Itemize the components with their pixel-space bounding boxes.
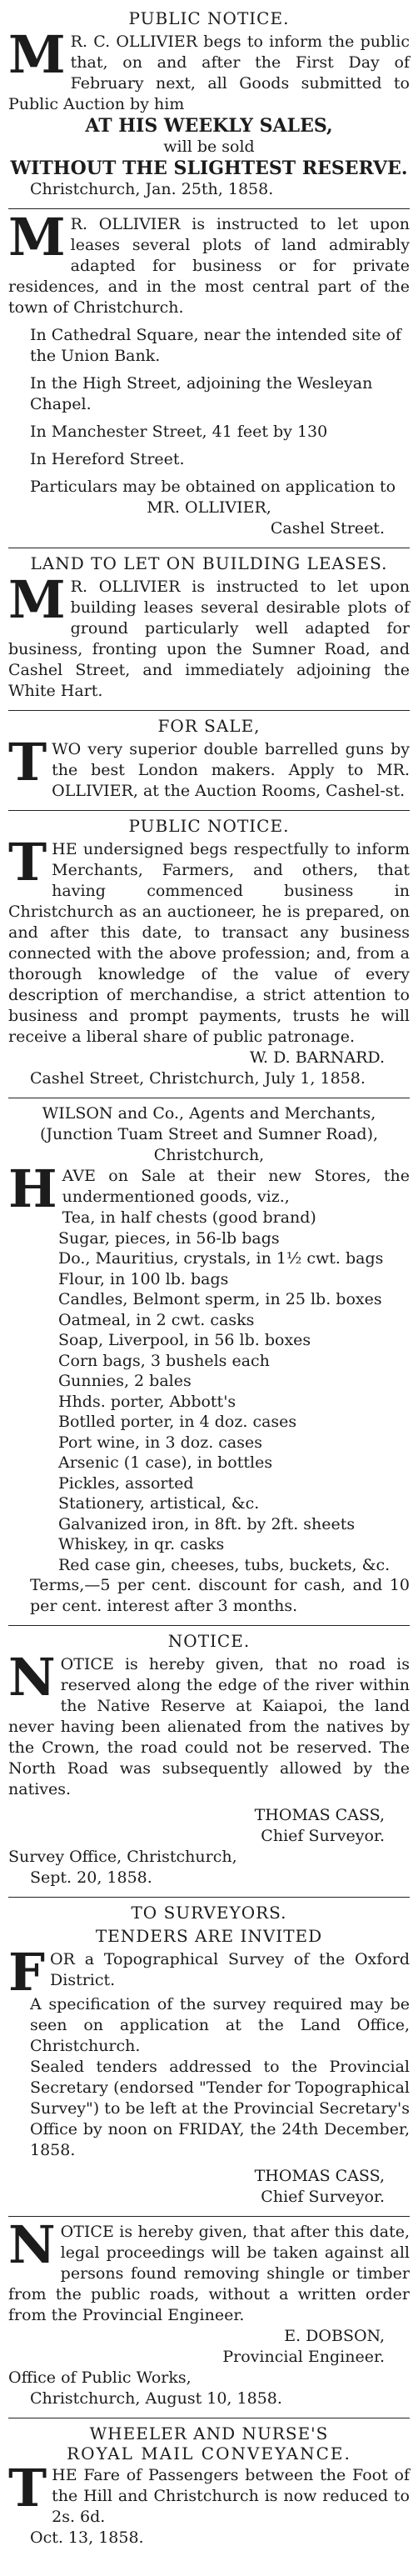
ad-public-notice-barnard — [8, 816, 410, 1089]
ad-name: MR. OLLIVIER, — [147, 498, 271, 517]
ad-public-notice-ollivier — [8, 8, 410, 200]
ad-to-surveyors — [8, 1903, 410, 2208]
ad-for-sale — [8, 716, 410, 802]
ad-paragraph: A specification of the survey required may be seen on application at the Land Office, Christchurch. — [30, 1995, 410, 2055]
ad-body: NOTICE is hereby given, that after this date, legal proceedings will be taken against all persons found removing shingle or timber from the public roads, without a written order from the Provincial Engineer. — [8, 2214, 410, 2324]
lease-item: In the High Street, adjoining the Wesleyan Chapel. — [30, 374, 373, 413]
list-item: Gunnies, 2 bales — [58, 1372, 192, 1390]
ad-date: Sept. 20, 1858. — [30, 1868, 152, 1887]
ad-body: THE undersigned begs respectfully to inform Merchants, Farmers, and others, that having commenced business in Christchurch as an auctioneer, he is prepared, on and after this date, to transact any business connected with the above profession; and, from a thorough knowledge of the value of every description of merchandise, a strict attention to business and prompt payments, trusts he will receive a liberal share of public patronage. — [8, 832, 410, 1046]
list-item: Botlled porter, in 4 doz. cases — [58, 1413, 297, 1431]
drop-cap: F — [8, 1942, 46, 2003]
ad-office: Office of Public Works, — [8, 2368, 192, 2387]
ad-intro: WILSON and Co., Agents and Merchants, (Junction Tuam Street and Sumner Road), Christchurch, — [39, 1104, 379, 1164]
ad-body: M R. C. OLLIVIER begs to inform the public that, on and after the First Day of February next, all Goods submitted to Public Auction by him — [8, 24, 410, 113]
list-item: Stationery, artistical, &c. — [58, 1494, 260, 1513]
ad-wilson-and-co — [8, 1103, 410, 1617]
ad-body: THE Fare of Passengers between the Foot of the Hill and Christchurch is now reduced to 2s. 6d. — [8, 2458, 410, 2526]
ad-heading: PUBLIC NOTICE. — [128, 8, 290, 28]
ad-dateline: Christchurch, Jan. 25th, 1858. — [30, 180, 274, 198]
drop-cap: T — [8, 832, 47, 893]
drop-cap: M — [8, 24, 66, 85]
ad-terms: Terms,—5 per cent. discount for cash, and 10 per cent. interest after 3 months. — [30, 1576, 410, 1615]
ad-body: M R. OLLIVIER is instructed to let upon building leases several desirable plots of ground particularly well adapted for business, fronting upon the Sumner Road, and Cashel Street, and immediately adjoining the White Hart. — [8, 569, 410, 700]
ad-title: Chief Surveyor. — [261, 1827, 385, 1845]
ad-name: THOMAS CASS, — [254, 2167, 385, 2185]
divider — [8, 208, 410, 209]
list-item: Oatmeal, in 2 cwt. casks — [58, 1310, 255, 1329]
list-item: Whiskey, in qr. casks — [58, 1535, 225, 1553]
ad-body: TWO very superior double barrelled guns by the best London makers. Apply to MR. OLLIVIER, at the Auction Rooms, Cashel-st. — [8, 732, 410, 800]
drop-cap: T — [8, 732, 47, 793]
ad-heading: NOTICE. — [167, 1631, 251, 1651]
ad-line: AT HIS WEEKLY SALES, — [85, 115, 333, 137]
list-item: Flour, in 100 lb. bags — [58, 1269, 229, 1288]
ad-body: M R. OLLIVIER is instructed to let upon leases several plots of land admirably adapted for business or for private residences, and in the most central part of the town of Christchurch. — [8, 207, 410, 317]
list-item: Red case gin, cheeses, tubs, buckets, &c. — [58, 1555, 391, 1574]
ad-public-works — [8, 2214, 410, 2409]
drop-cap: N — [8, 1647, 56, 1708]
ad-title: Chief Surveyor. — [261, 2188, 385, 2206]
ad-body: FOR a Topographical Survey of the Oxford District. — [8, 1942, 410, 2003]
ad-body: HAVE on Sale at their new Stores, the undermentioned goods, viz., — [8, 1158, 410, 1219]
lease-item: In Hereford Street. — [30, 450, 185, 468]
list-item: Soap, Liverpool, in 56 lb. boxes — [58, 1331, 311, 1349]
ad-office: Survey Office, Christchurch, — [8, 1848, 237, 1866]
ad-heading: PUBLIC NOTICE. — [128, 816, 290, 836]
divider — [8, 2216, 410, 2217]
ad-line: will be sold — [163, 138, 255, 156]
ad-dateline: Cashel Street, Christchurch, July 1, 1858. — [30, 1069, 366, 1088]
drop-cap: M — [8, 569, 66, 630]
ad-body: NOTICE is hereby given, that no road is reserved along the edge of the river within the Native Reserve at Kaiapoi, the land never having been alienated from the natives by the Crown, the road could not be reserved. The North Road was subsequently allowed by the natives. — [8, 1647, 410, 1798]
list-item: Candles, Belmont sperm, in 25 lb. boxes — [58, 1290, 382, 1308]
ad-line: WITHOUT THE SLIGHTEST RESERVE. — [10, 158, 408, 179]
list-item: Port wine, in 3 doz. cases — [58, 1433, 262, 1452]
ad-title: Provincial Engineer. — [222, 2348, 385, 2366]
ad-name: THOMAS CASS, — [254, 1806, 385, 1824]
ad-name: E. DOBSON, — [284, 2327, 385, 2345]
list-item: Sugar, pieces, in 56-lb bags — [58, 1228, 280, 1248]
divider — [8, 810, 410, 811]
ad-paragraph: Sealed tenders addressed to the Provincial Secretary (endorsed "Tender for Topographical Survey") to be left at the Provincial Secretary's Office by noon on FRIDAY, the 24th December, 1858. — [30, 2058, 410, 2159]
ad-name: W. D. BARNARD. — [249, 1048, 385, 1067]
ad-heading: WHEELER AND NURSE'S — [89, 2423, 329, 2443]
list-item: Do., Mauritius, crystals, in 1½ cwt. bags — [58, 1249, 384, 1268]
goods-list — [58, 1208, 410, 1575]
ad-subheading: TENDERS ARE INVITED — [95, 1926, 323, 1946]
lease-item: In Cathedral Square, near the intended site of the Union Bank. — [30, 326, 401, 365]
ad-leases — [8, 207, 410, 539]
list-item: Arsenic (1 case), in bottles — [58, 1453, 273, 1472]
lease-item: Particulars may be obtained on application to — [30, 478, 396, 496]
ad-notice-native-reserve — [8, 1631, 410, 1888]
divider — [8, 1897, 410, 1898]
divider — [8, 1625, 410, 1626]
list-item: Hhds. porter, Abbott's — [58, 1392, 236, 1411]
list-item: Corn bags, 3 bushels each — [58, 1351, 270, 1370]
divider — [8, 710, 410, 711]
ad-heading: LAND TO LET ON BUILDING LEASES. — [30, 553, 388, 573]
list-item: Galvanized iron, in 8ft. by 2ft. sheets — [58, 1514, 356, 1533]
ad-building-leases — [8, 553, 410, 702]
ad-heading: FOR SALE, — [157, 716, 261, 736]
list-item: Tea, in half chests (good brand) — [62, 1208, 316, 1227]
ad-date: Oct. 13, 1858. — [30, 2528, 144, 2547]
list-item: Pickles, assorted — [58, 1473, 194, 1493]
lease-item: In Manchester Street, 41 feet by 130 — [30, 423, 328, 441]
ad-heading: TO SURVEYORS. — [131, 1903, 287, 1923]
drop-cap: H — [8, 1158, 57, 1219]
drop-cap: M — [8, 207, 66, 268]
drop-cap: T — [8, 2458, 47, 2518]
ad-dateline: Christchurch, August 10, 1858. — [30, 2389, 282, 2408]
ad-address: Cashel Street. — [270, 519, 385, 538]
ad-royal-mail — [8, 2423, 410, 2548]
drop-cap: N — [8, 2214, 56, 2275]
ad-heading: ROYAL MAIL CONVEYANCE. — [67, 2443, 351, 2463]
